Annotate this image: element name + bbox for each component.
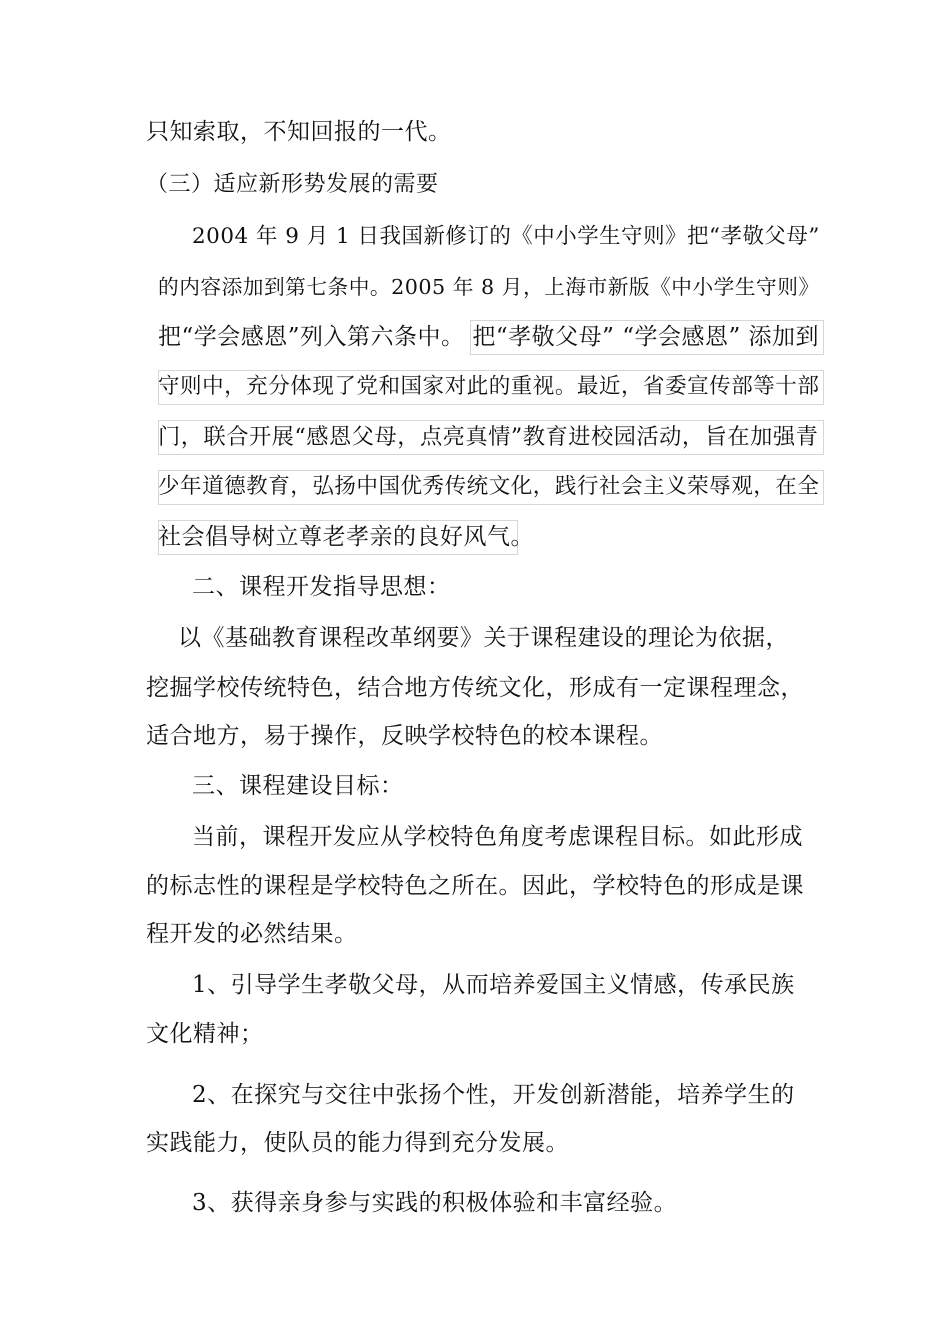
goal-item-1: 1、引导学生孝敬父母，从而培养爱国主义情感，传承民族 — [192, 972, 795, 998]
goal-item-2-cont: 实践能力，使队员的能力得到充分发展。 — [146, 1130, 569, 1156]
text-line-7: 门，联合开展“感恩父母，点亮真情”教育进校园活动，旨在加强青 — [158, 424, 819, 450]
text-line-9: 社会倡导树立尊老孝亲的良好风气。 — [158, 524, 534, 550]
text-line-8: 少年道德教育，弘扬中国优秀传统文化，践行社会主义荣辱观，在全 — [158, 474, 820, 499]
text-line-1: 只知索取，不知回报的一代。 — [146, 119, 452, 145]
text-line-17: 程开发的必然结果。 — [146, 921, 358, 947]
text-fragment-boxed: 把“孝敬父母” — [472, 324, 615, 350]
section-heading-guideline: 二、课程开发指导思想： — [192, 574, 451, 600]
text-fragment-boxed: “学会感恩” — [622, 324, 741, 350]
section-heading-goals: 三、课程建设目标： — [192, 773, 404, 799]
text-line-5 — [158, 322, 819, 352]
goal-item-1-cont: 文化精神； — [146, 1021, 264, 1047]
text-line-11: 以《基础教育课程改革纲要》关于课程建设的理论为依据， — [178, 625, 789, 651]
text-fragment: 把“学会感恩”列入第六条中。 — [158, 324, 465, 350]
text-line-16: 的标志性的课程是学校特色之所在。因此，学校特色的形成是课 — [146, 873, 804, 899]
text-line-6: 守则中，充分体现了党和国家对此的重视。最近，省委宣传部等十部 — [158, 374, 820, 399]
text-line-15: 当前，课程开发应从学校特色角度考虑课程目标。如此形成 — [192, 824, 803, 850]
text-line-4: 的内容添加到第七条中。2005 年 8 月，上海市新版《中小学生守则》 — [158, 275, 820, 299]
text-line-3: 2004 年 9 月 1 日我国新修订的《中小学生守则》把“孝敬父母” — [192, 224, 820, 249]
text-fragment-boxed: 添加到 — [748, 324, 820, 350]
section-heading-3: （三）适应新形势发展的需要 — [146, 172, 439, 197]
goal-item-2: 2、在探究与交往中张扬个性，开发创新潜能，培养学生的 — [192, 1082, 795, 1108]
text-line-12: 挖掘学校传统特色，结合地方传统文化，形成有一定课程理念， — [146, 675, 804, 701]
goal-item-3: 3、获得亲身参与实践的积极体验和丰富经验。 — [192, 1190, 678, 1216]
text-line-13: 适合地方，易于操作，反映学校特色的校本课程。 — [146, 723, 663, 749]
